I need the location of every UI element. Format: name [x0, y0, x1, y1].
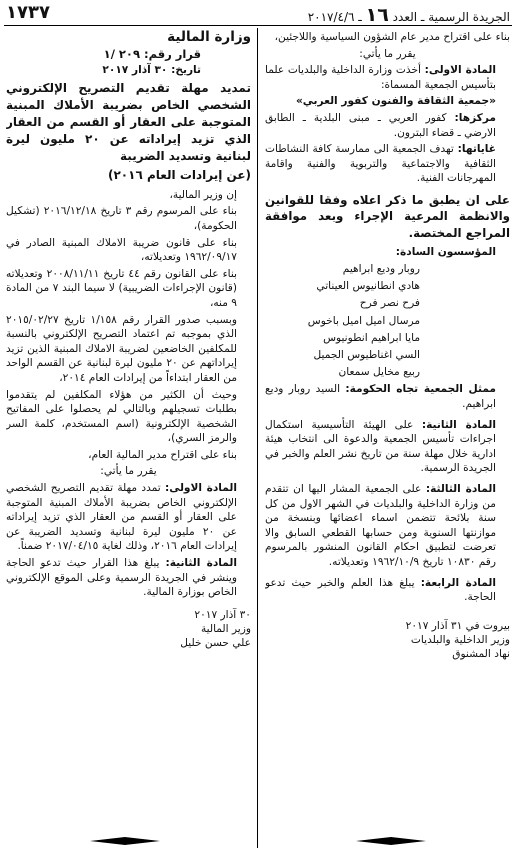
left-column [6, 30, 251, 848]
article-3-label: المادة الثالثة: [425, 483, 496, 496]
interior-sign-date: بيروت في ٣١ آذار ٢٠١٧ [405, 619, 510, 632]
founder-name: روبار وديع ابراهيم [342, 263, 420, 276]
article-1-text: أخذت وزارة الداخلية والبلديات علما بتأسيس الجمعية المسماة: [265, 64, 496, 91]
founder-name: مايا ابراهيم انطونيوس [323, 331, 420, 344]
founders-list [265, 262, 510, 380]
ministry-title: وزارة المالية [167, 30, 251, 45]
decides-heading: يقرر ما يأتي: [359, 47, 416, 60]
minister-line: إن وزير المالية، [169, 188, 237, 201]
founder-name: مرسال اميل اميل باخوس [307, 314, 420, 327]
article-1 [265, 63, 510, 92]
article-2-text: على الهيئة التأسيسية استكمال اجراءات تأسيس الجمعية والدعوة الى انتخاب هيئة ادارية خلال مهلة سنة من تاريخ نشر العلم والخبر في الجريدة الرسمية. [265, 418, 496, 475]
decision-date: تاريخ: ٣٠ آذار ٢٠١٧ [102, 64, 201, 77]
issue-number: ١٦ [365, 4, 389, 26]
finance-article-1-label: المادة الاولى: [164, 482, 237, 495]
finance-article-2-text: يبلغ هذا القرار حيث تدعو الحاجة وينشر في الجريدة الرسمية وعلى الموقع الإلكتروني الخاص بوزارة المالية. [6, 557, 237, 599]
interior-signature-block [265, 619, 510, 661]
left-ornament [70, 836, 180, 846]
decision-number: قرار رقم: ٢٠٩ /١ [103, 46, 201, 61]
decision-subtitle: (عن إيرادات العام ٢٠١٦) [107, 167, 251, 182]
article-1-label: المادة الاولى: [424, 64, 496, 77]
decides-heading-left: يقرر ما يأتي: [100, 465, 157, 478]
founder-name: فرح نصر فرح [359, 297, 420, 310]
founder-name: ربيع مخايل سمعان [338, 366, 420, 379]
goals-text: تهدف الجمعية الى ممارسة كافة النشاطات الثقافية والاجتماعية والتربوية والفنية واقامة المهرجانات الفنية. [265, 143, 496, 185]
founders-label: المؤسسون السادة: [395, 246, 496, 259]
basis-2: بناء على قانون ضريبة الاملاك المبنية الصادر في ١٩٦٢/٠٩/١٧ وتعديلاته، [6, 236, 237, 264]
finance-article-1-text: تمدد مهلة تقديم التصريح الشخصي الإلكتروني الخاص بضريبة الأملاك المبنية المتوجبة على العقار أو القسم من العقار الذي تزيد إيراداته عن ٢٠ مليون ليرة لبنانية وتسديد الضريبة عن إيرادات العام ٢٠١٦، وذلك لغاية ٢٠١٧/٠٤/١٥ ضمناً. [6, 482, 237, 553]
decision-title: تمديد مهلة تقديم التصريح الإلكتروني الشخصي الخاص بضريبة الأملاك المبنية المتوجبة على العقار أو القسم من العقار الذي تزيد إيراداته عن ٢٠ مليون ليرة لبنانية وتسديد الضريبة [6, 80, 251, 163]
founder-name: هادي انطانيوس العيناتي [316, 280, 420, 293]
headquarters-label: مركزها: [454, 111, 496, 124]
finance-article-2 [6, 556, 251, 600]
gazette-name: الجريدة الرسمية ـ العدد [392, 10, 510, 24]
interior-sign-title: وزير الداخلية والبلديات [410, 633, 510, 646]
article-3-text: على الجمعية المشار اليها ان تتقدم من وزارة الداخلية والبلديات في الشهر الاول من كل سنة بلائحة تتضمن اسماء اعضائها وبنسخة من موازنتها السنوية ومن حسابها القطعي السابق والا تعرضت لتطبيق احكام القانون المنشور بالمرسوم رقم ١٠٨٣٠ تاريخ ١٩٦٢/١٠/٩ وتعديلاته. [265, 483, 496, 568]
representative-label: ممثل الجمعية تجاه الحكومة: [345, 383, 496, 396]
right-ornament [336, 836, 446, 846]
basis-3: بناء على القانون رقم ٤٤ تاريخ ٢٠٠٨/١١/١١ وتعديلاته (قانون الإجراءات الضريبية) لا سيما البند ٧ من المادة ٩ منه، [6, 267, 237, 309]
article-2 [265, 418, 510, 476]
article-3 [265, 482, 510, 570]
finance-sign-date: ٣٠ آذار ٢٠١٧ [194, 608, 251, 621]
obligation-paragraph: على ان يطبق ما ذكر اعلاه وفقا للقوانين والانظمة المرعية الإجراء وبعد موافقة المراجع المختصة. [265, 192, 510, 240]
goals [265, 142, 510, 186]
basis-4: وبسبب صدور القرار رقم ١/١٥٨ تاريخ ٢٠١٥/٠٢/٢٧ الذي بموجبه تم اعتماد التصريح الإلكتروني بالنسبة للمكلفين الخاضعين لضريبة الاملاك المبنية الذين تزيد إيراداتهم عن ٢٠ مليون ليرة لبنانية عن القسم الواحد من العقار ابتداءاً من إيرادات العام ٢٠١٤، [6, 313, 237, 384]
header-divider [4, 25, 512, 26]
article-4 [265, 576, 510, 605]
headquarters-text: كفور العربي ـ مبنى البلدية ـ الطابق الارضي ـ قضاء البترون. [265, 111, 496, 139]
finance-article-2-label: المادة الثانية: [165, 557, 237, 570]
finance-sign-name: علي حسن خليل [180, 636, 251, 649]
association-name: «جمعية الثقافة والفنون كفور العربي» [295, 95, 496, 108]
representative [265, 382, 510, 411]
article-2-label: المادة الثانية: [421, 418, 496, 431]
column-divider [257, 28, 258, 848]
finance-sign-title: وزير المالية [200, 622, 251, 635]
representative-text: السيد روبار وديع ابراهيم. [265, 383, 496, 411]
basis-1: بناء على المرسوم رقم ٣ تاريخ ٢٠١٦/١٢/١٨ (تشكيل الحكومة)، [6, 205, 237, 232]
right-column [265, 30, 510, 848]
page-number: ١٧٣٧ [6, 2, 50, 23]
finance-article-1 [6, 481, 251, 554]
founder-name: السي اغناطيوس الجميل [313, 349, 420, 362]
gazette-issue-line [308, 4, 510, 26]
basis-6: بناء على اقتراح مدير المالية العام، [88, 448, 237, 461]
basis-5: وحيث أن الكثير من هؤلاء المكلفين لم يتقدموا بطلبات تسجيلهم وبالتالي لم يحصلوا على المفاتيح الشخصية الإلكترونية (اسم المستخدم، كلمة السر والرمز السري)، [6, 388, 237, 445]
headquarters [265, 111, 510, 140]
intro-paragraph: بناء على اقتراح مدير عام الشؤون السياسية واللاجئين، [274, 31, 510, 43]
article-4-text: يبلغ هذا العلم والخبر حيث تدعو الحاجة. [265, 576, 496, 604]
goals-label: غاياتها: [457, 143, 496, 156]
finance-signature-block [6, 608, 251, 650]
interior-sign-name: نهاد المشنوق [452, 647, 510, 660]
issue-date: ـ ٢٠١٧/٤/٦ [307, 10, 362, 24]
page-header [0, 0, 516, 24]
article-4-label: المادة الرابعة: [420, 576, 496, 589]
